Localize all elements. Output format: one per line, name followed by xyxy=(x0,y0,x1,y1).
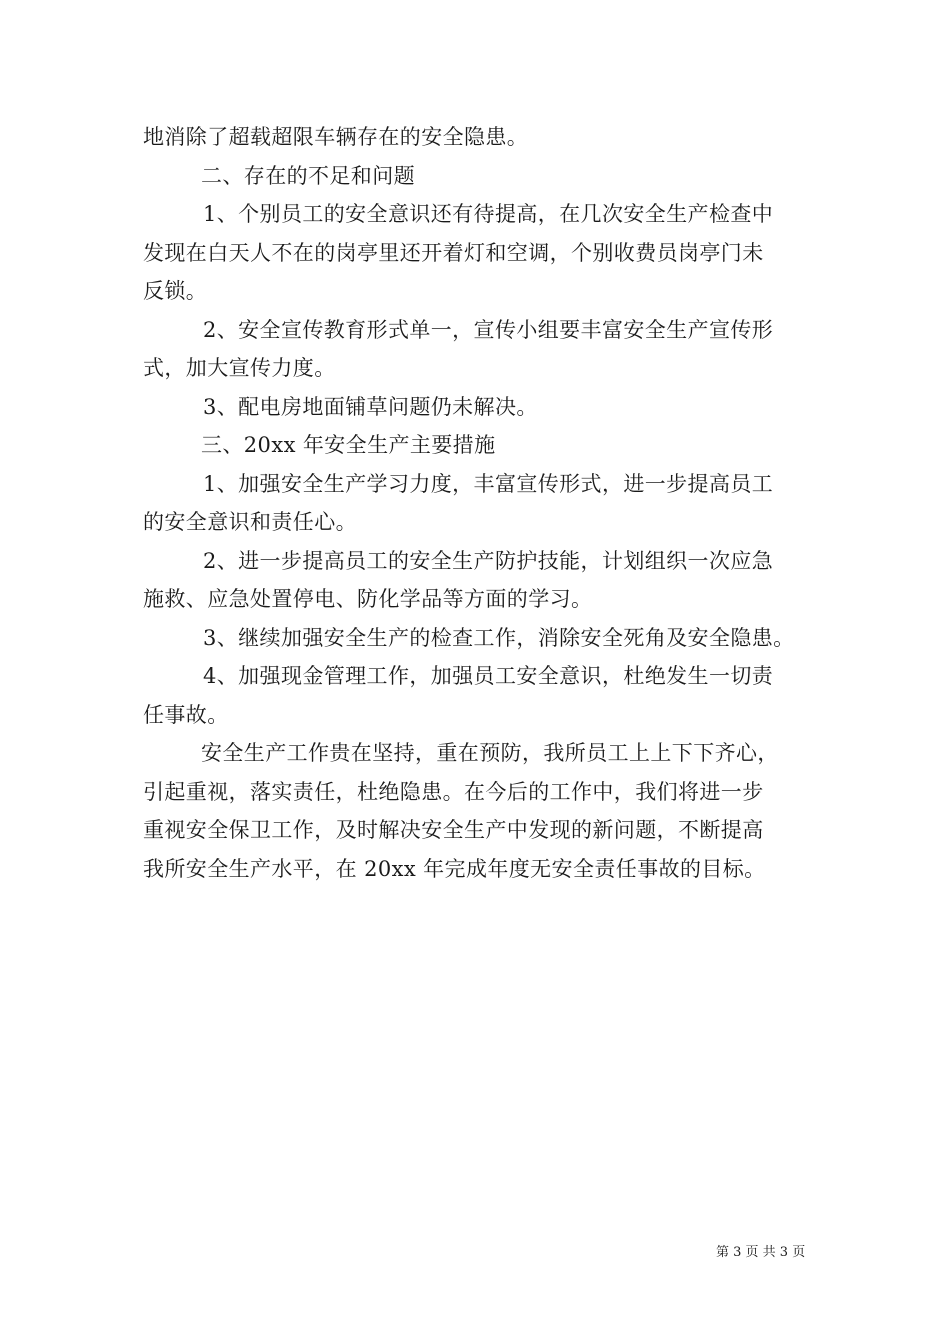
paragraph-line: 2、进一步提高员工的安全生产防护技能，计划组织一次应急 xyxy=(203,548,774,573)
paragraph-line: 3、配电房地面铺草问题仍未解决。 xyxy=(203,394,538,419)
paragraph-line: 引起重视，落实责任，杜绝隐患。在今后的工作中，我们将进一步 xyxy=(143,779,764,804)
paragraph-line: 地消除了超载超限车辆存在的安全隐患。 xyxy=(143,125,529,149)
document-body xyxy=(143,118,808,888)
paragraph-line: 重视安全保卫工作，及时解决安全生产中发现的新问题，不断提高 xyxy=(143,818,764,842)
paragraph-line: 任事故。 xyxy=(143,702,229,727)
page-number-footer: 第 3 页 共 3 页 xyxy=(716,1245,806,1260)
paragraph-line: 3、继续加强安全生产的检查工作，消除安全死角及安全隐患。 xyxy=(203,625,795,650)
paragraph-line: 1、个别员工的安全意识还有待提高，在几次安全生产检查中 xyxy=(203,202,774,226)
paragraph-line: 1、加强安全生产学习力度，丰富宣传形式，进一步提高员工 xyxy=(203,471,774,496)
paragraph-line: 安全生产工作贵在坚持，重在预防，我所员工上上下下齐心， xyxy=(201,741,779,765)
paragraph-line: 发现在白天人不在的岗亭里还开着灯和空调，个别收费员岗亭门未 xyxy=(143,240,764,265)
paragraph-line: 反锁。 xyxy=(143,279,208,303)
section-heading-measures: 三、20xx 年安全生产主要措施 xyxy=(201,433,496,457)
paragraph-line: 4、加强现金管理工作，加强员工安全意识，杜绝发生一切责 xyxy=(203,664,774,688)
paragraph-line: 式，加大宣传力度。 xyxy=(143,356,336,380)
paragraph-line: 的安全意识和责任心。 xyxy=(143,510,357,534)
paragraph-line: 2、安全宣传教育形式单一，宣传小组要丰富安全生产宣传形 xyxy=(203,317,774,342)
paragraph-line: 我所安全生产水平，在 20xx 年完成年度无安全责任事故的目标。 xyxy=(143,856,766,881)
section-heading-issues: 二、存在的不足和问题 xyxy=(201,163,415,188)
paragraph-line: 施救、应急处置停电、防化学品等方面的学习。 xyxy=(143,587,593,611)
